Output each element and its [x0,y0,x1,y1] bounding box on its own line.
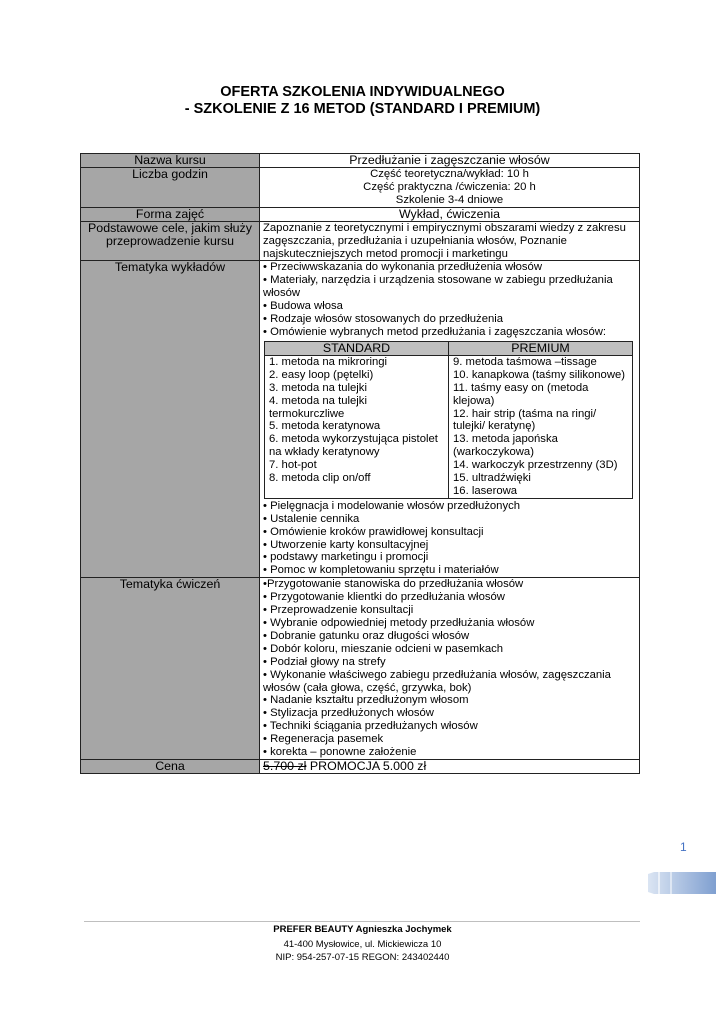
exercise-bullet: • Nadanie kształtu przedłużonym włosom [263,694,469,707]
footer-divider [84,921,640,922]
method-item: 2. easy loop (pętelki) [269,368,374,381]
method-item: 6. metoda wykorzystująca pistolet na wkłady keratynowy [269,433,438,459]
method-item: 5. metoda keratynowa [269,420,381,433]
exercise-bullet: • Przeprowadzenie konsultacji [263,604,414,617]
old-price: 5.700 zł [263,758,307,773]
methods-standard-list [265,355,449,498]
exercise-bullet: • Dobranie gatunku oraz długości włosów [263,629,470,642]
method-item: 8. metoda clip on/off [269,472,371,485]
promo-price: PROMOCJA 5.000 zł [309,758,427,773]
exercise-bullet: • Techniki ściągania przedłużanych włosów [263,720,478,733]
exercise-bullet: • Wykonanie właściwego zabiegu przedłużania włosów, zagęszczania włosów (cała głowa, część, grzywka, bok) [263,668,611,694]
label-hours: Liczba godzin [81,168,260,208]
label-course-name: Nazwa kursu [81,154,260,168]
method-item: 3. metoda na tulejki [269,381,367,394]
method-item: 1. metoda na mikroringi [269,355,388,368]
method-item: 9. metoda taśmowa –tissage [453,355,597,368]
value-price [260,759,640,773]
document-title-line2: - SZKOLENIE Z 16 METOD (STANDARD I PREMIUM) [184,101,541,117]
exercise-bullet: • Stylizacja przedłużonych włosów [263,707,434,720]
course-offer-table [80,153,640,774]
label-form: Forma zajęć [81,207,260,221]
row-course-name [81,154,640,168]
lecture-bullet: • Przeciwwskazania do wykonania przedłużenia włosów [263,261,542,274]
row-form [81,207,640,221]
row-hours [81,168,640,208]
methods-header-premium: PREMIUM [449,341,633,355]
row-goals [81,221,640,261]
footer-ids: NIP: 954-257-07-15 REGON: 243402440 [275,952,450,963]
value-hours [260,168,640,208]
method-item: 11. taśmy easy on (metoda klejowa) [453,381,589,407]
value-goals: Zapoznanie z teoretycznymi i empirycznymi obszarami wiedzy z zakresu zagęszczania, przedłużania i uzupełniania włosów, Poznanie najskuteczniejszych metod promocji i marketingu [260,221,640,261]
footer-company: PREFER BEAUTY Agnieszka Jochymek [273,924,452,935]
lecture-bullet: • Omówienie wybranych metod przedłużania i zagęszczania włosów: [263,325,607,338]
hours-duration: Szkolenie 3-4 dniowe [395,193,504,206]
exercise-bullet: • Dobór koloru, mieszanie odcieni w pasemkach [263,642,504,655]
lecture-bullet: • Omówienie kroków prawidłowej konsultacji [263,525,484,538]
exercise-bullet: • Regeneracja pasemek [263,733,384,746]
exercise-bullet: • Podział głowy na strefy [263,655,386,668]
methods-premium-list [449,355,633,498]
exercise-bullet: • Przygotowanie klientki do przedłużania włosów [263,591,505,604]
row-lectures [81,261,640,578]
method-item: 15. ultradźwięki [453,472,531,485]
lecture-bullet: • Materiały, narzędzia i urządzenia stosowane w zabiegu przedłużania włosów [263,274,613,300]
hours-practice: Część praktyczna /ćwiczenia: 20 h [363,180,536,193]
method-item: 12. hair strip (taśma na ringi/ tulejki/ keratynę) [453,407,597,433]
lecture-bullet: • Pomoc w kompletowaniu sprzętu i materiałów [263,564,499,577]
lecture-bullet: • Rodzaje włosów stosowanych do przedłużenia [263,313,504,326]
method-item: 10. kanapkowa (taśmy silikonowe) [453,368,626,381]
label-goals: Podstawowe cele, jakim służy przeprowadzenie kursu [81,221,260,261]
lecture-bullet: • podstawy marketingu i promocji [263,551,429,564]
row-price [81,759,640,773]
page-tab-decoration [648,872,716,894]
methods-header-standard: STANDARD [265,341,449,355]
lecture-bullet: • Pielęgnacja i modelowanie włosów przedłużonych [263,499,521,512]
exercise-bullet: • Wybranie odpowiedniej metody przedłużania włosów [263,617,535,629]
document-title-line1: OFERTA SZKOLENIA INDYWIDUALNEGO [220,84,505,100]
method-item: 13. metoda japońska (warkoczykowa) [453,433,558,459]
page-number: 1 [680,840,687,854]
lecture-bullet: • Ustalenie cennika [263,512,360,525]
value-lectures [260,261,640,578]
label-lectures: Tematyka wykładów [81,261,260,578]
method-item: 7. hot-pot [269,459,317,472]
value-form: Wykład, ćwiczenia [260,207,640,221]
value-exercises [260,578,640,760]
method-item: 16. laserowa [453,484,518,497]
row-exercises [81,578,640,760]
label-exercises: Tematyka ćwiczeń [81,578,260,760]
method-item: 4. metoda na tulejki termokurczliwe [269,394,367,420]
methods-table [264,341,633,499]
method-item: 14. warkoczyk przestrzenny (3D) [453,459,618,472]
exercise-bullet: •Przygotowanie stanowiska do przedłużania włosów [263,578,524,591]
hours-theory: Część teoretyczna/wykład: 10 h [370,168,529,180]
footer-address: 41-400 Mysłowice, ul. Mickiewicza 10 [283,939,442,950]
lecture-bullet: • Budowa włosa [263,300,343,313]
label-price: Cena [81,759,260,773]
lecture-bullet: • Utworzenie karty konsultacyjnej [263,538,429,551]
value-course-name: Przedłużanie i zagęszczanie włosów [260,154,640,168]
exercise-bullet: • korekta – ponowne założenie [263,746,417,759]
